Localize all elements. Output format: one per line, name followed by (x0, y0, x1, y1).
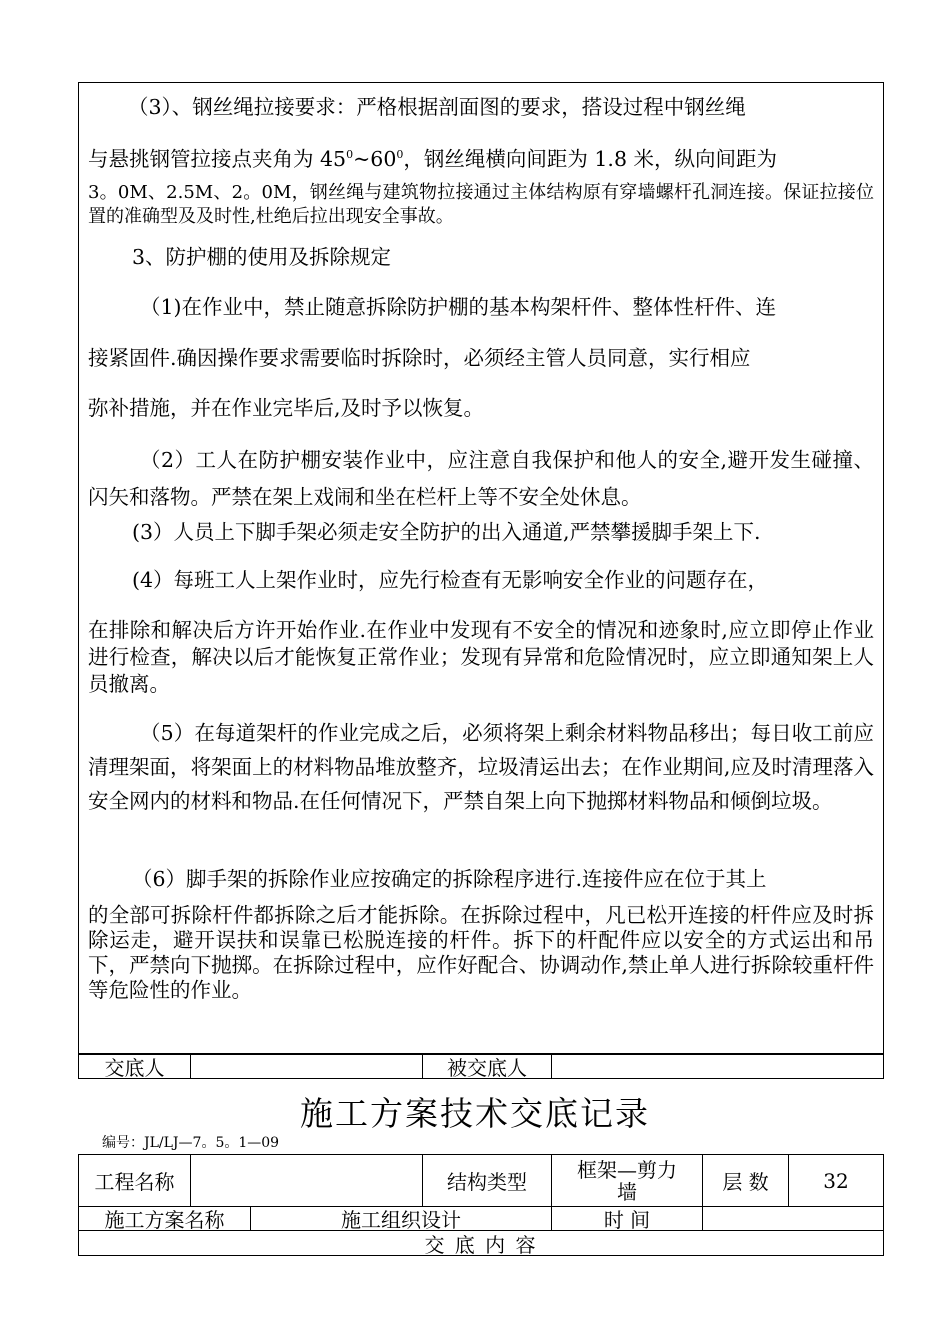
form-code: 编号：JL/LJ—7。5。1—09 (102, 1135, 280, 1151)
form-title: 施工方案技术交底记录 (300, 1094, 650, 1133)
project-name-value[interactable] (190, 1154, 423, 1207)
project-name-label: 工程名称 (78, 1154, 191, 1207)
paragraph-1-line-a: （3）、钢丝绳拉接要求：严格根据剖面图的要求，搭设过程中钢丝绳 (128, 95, 746, 119)
recipient-label: 被交底人 (422, 1054, 552, 1079)
item-1-line-c: 弥补措施，并在作业完毕后,及时予以恢复。 (88, 396, 485, 420)
plan-name-label: 施工方案名称 (78, 1206, 251, 1231)
time-value[interactable] (702, 1206, 884, 1231)
item-1-line-a: （1)在作业中，禁止随意拆除防护棚的基本构架杆件、整体性杆件、连 (140, 295, 777, 319)
structure-type-label: 结构类型 (422, 1154, 552, 1207)
item-5: （5）在每道架杆的作业完成之后，必须将架上剩余材料物品移出；每日收工前应清理架面，将架面上的材料物品堆放整齐，垃圾清运出去；在作业期间,应及时清理落入安全网内的材料和物品.在任何情况下，严禁自架上向下抛掷材料物品和倾倒垃圾。 (88, 721, 874, 813)
recipient-value[interactable] (551, 1054, 884, 1079)
plan-name-value[interactable]: 施工组织设计 (250, 1206, 552, 1231)
content-heading: 交 底 内 容 (78, 1230, 884, 1256)
paragraph-1-line-c: 3。0M、2.5M、2。0M，钢丝绳与建筑物拉接通过主体结构原有穿墙螺杆孔洞连接。保证拉接位置的准确型及及时性,杜绝后拉出现安全事故。 (88, 182, 874, 227)
structure-type-value[interactable]: 框架—剪力墙 (551, 1154, 703, 1207)
item-6-rest: 的全部可拆除杆件都拆除之后才能拆除。在拆除过程中，凡已松开连接的杆件应及时拆除运走，避开误扶和误靠已松脱连接的杆件。拆下的杆配件应以安全的方式运出和吊下，严禁向下抛掷。在拆除过程中，应作好配合、协调动作,禁止单人进行拆除较重杆件等危险性的作业。 (88, 903, 874, 1002)
item-4-rest: 在排除和解决后方许开始作业.在作业中发现有不安全的情况和迹象时,应立即停止作业进行检查，解决以后才能恢复正常作业；发现有异常和危险情况时，应立即通知架上人员撤离。 (88, 618, 874, 696)
discloser-value[interactable] (190, 1054, 423, 1079)
floors-label: 层 数 (702, 1154, 789, 1207)
item-2: （2）工人在防护棚安装作业中，应注意自我保护和他人的安全,避开发生碰撞、闪矢和落物。严禁在架上戏闹和坐在栏杆上等不安全处休息。 (88, 448, 874, 509)
item-4-line-a: (4）每班工人上架作业时，应先行检查有无影响安全作业的问题存在， (132, 568, 769, 592)
floors-value[interactable]: 32 (788, 1154, 884, 1207)
item-6-line-a: （6）脚手架的拆除作业应按确定的拆除程序进行.连接件应在位于其上 (132, 867, 767, 891)
section-3-heading: 3、防护棚的使用及拆除规定 (132, 245, 392, 269)
time-label: 时 间 (551, 1206, 703, 1231)
paragraph-1-line-b: 与悬挑钢管拉接点夹角为 $45^0\sim 60^0$，钢丝绳横向间距为 1.8 米，纵向间距为 (88, 147, 778, 171)
discloser-label: 交底人 (78, 1054, 191, 1079)
item-1-line-b: 接紧固件.确因操作要求需要临时拆除时，必须经主管人员同意，实行相应 (88, 346, 751, 370)
item-3: (3）人员上下脚手架必须走安全防护的出入通道,严禁攀援脚手架上下. (132, 520, 761, 544)
